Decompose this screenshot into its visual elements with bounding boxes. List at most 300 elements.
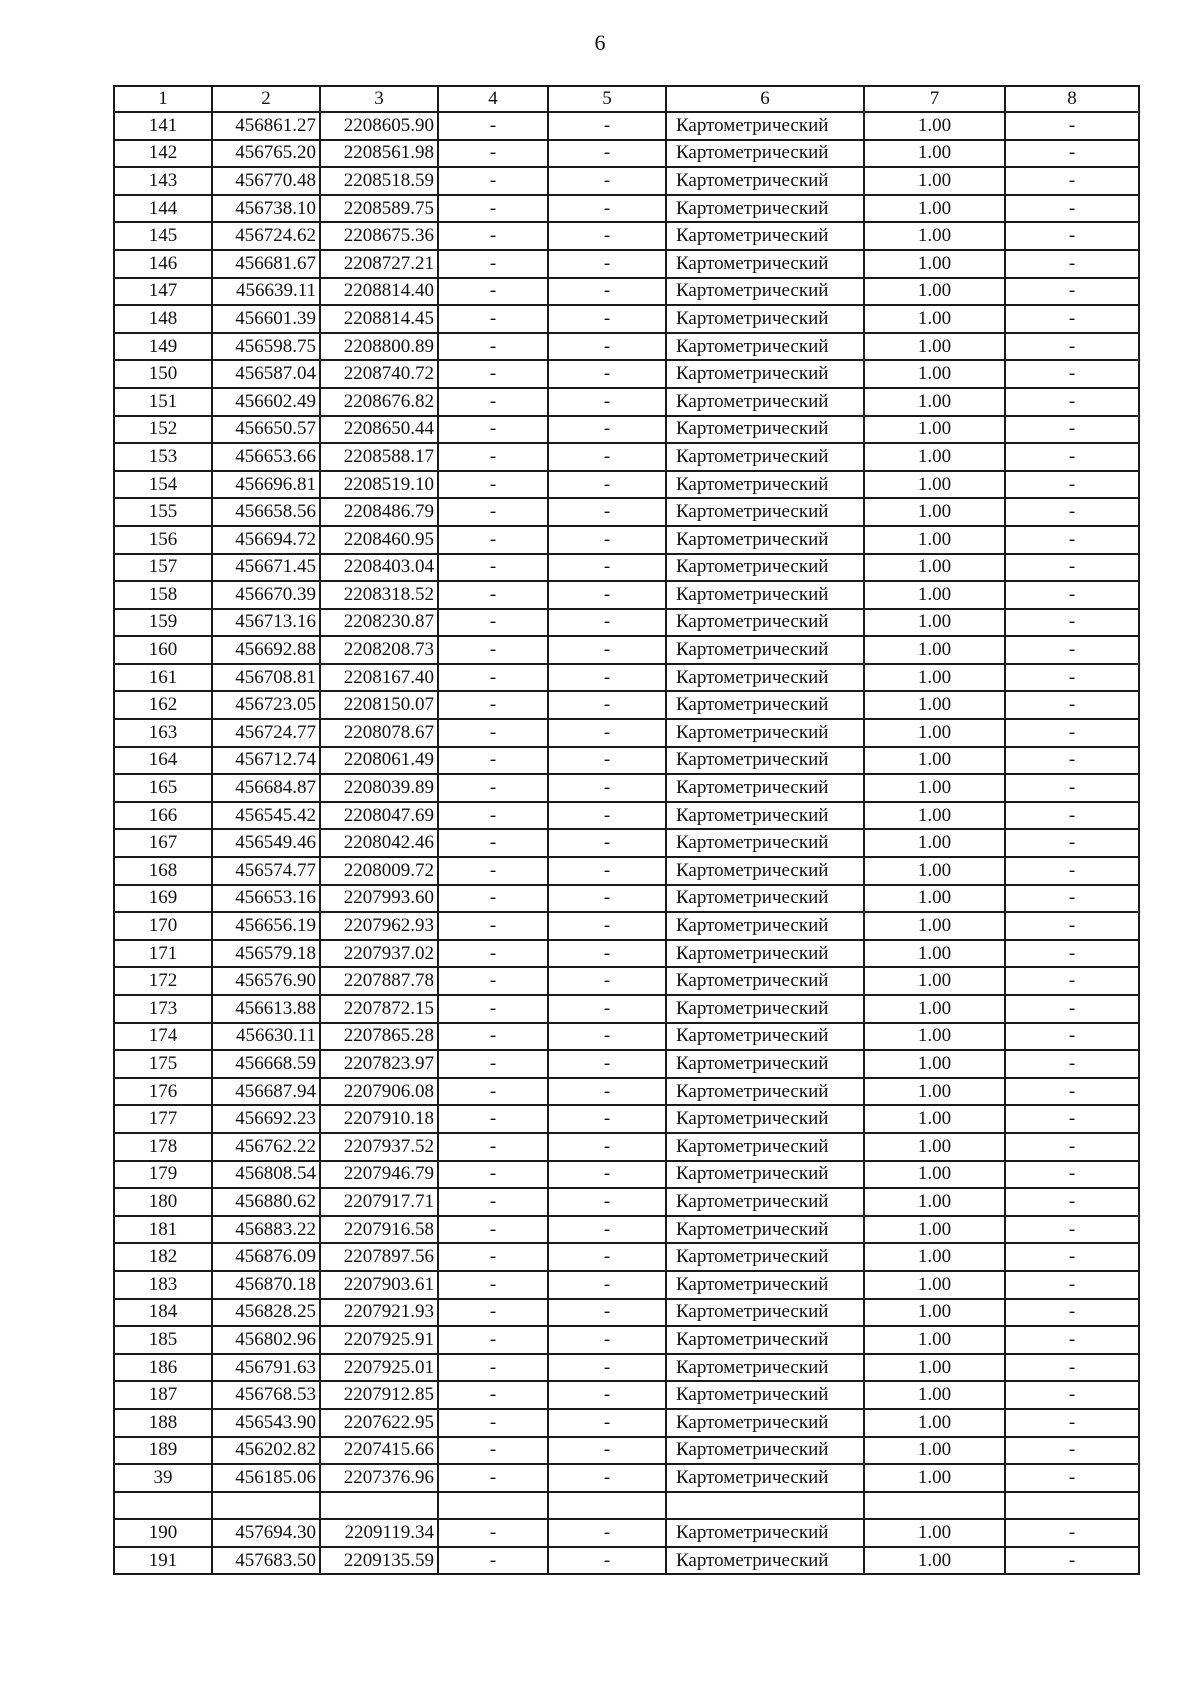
table-row [114,498,1139,526]
col-4-cell: - [438,1105,548,1133]
y-coordinate-cell: 2207925.91 [320,1326,438,1354]
x-coordinate-cell: 456861.27 [212,112,320,140]
method-cell: Картометрический [666,1464,864,1492]
y-coordinate-cell: 2209135.59 [320,1547,438,1575]
y-coordinate-cell: 2208061.49 [320,747,438,775]
col-4-cell: - [438,885,548,913]
col-5-cell: - [548,498,666,526]
point-number-cell: 142 [114,140,212,168]
y-coordinate-cell: 2207962.93 [320,912,438,940]
method-cell: Картометрический [666,250,864,278]
table-row [114,1050,1139,1078]
table-body [114,112,1139,1574]
x-coordinate-cell: 456692.23 [212,1105,320,1133]
y-coordinate-cell: 2207910.18 [320,1105,438,1133]
y-coordinate-cell: 2208800.89 [320,333,438,361]
col-4-cell: - [438,719,548,747]
table-row [114,885,1139,913]
method-cell: Картометрический [666,719,864,747]
col-5-cell: - [548,1050,666,1078]
col-4-cell: - [438,222,548,250]
table-row [114,305,1139,333]
col-8-cell: - [1005,471,1139,499]
x-coordinate-cell: 456670.39 [212,581,320,609]
x-coordinate-cell: 456639.11 [212,278,320,306]
col-4-cell: - [438,1023,548,1051]
table-row [114,691,1139,719]
method-cell: Картометрический [666,967,864,995]
table-row [114,360,1139,388]
point-number-cell: 152 [114,416,212,444]
method-cell: Картометрический [666,167,864,195]
y-coordinate-cell: 2208486.79 [320,498,438,526]
col-5-cell: - [548,1133,666,1161]
col-5-cell: - [548,140,666,168]
accuracy-cell: 1.00 [864,1299,1005,1327]
method-cell: Картометрический [666,1271,864,1299]
y-coordinate-cell: 2208589.75 [320,195,438,223]
y-coordinate-cell: 2208403.04 [320,554,438,582]
table-row [114,1381,1139,1409]
col-4-cell: - [438,940,548,968]
y-coordinate-cell: 2207865.28 [320,1023,438,1051]
y-coordinate-cell: 2207921.93 [320,1299,438,1327]
x-coordinate-cell: 456681.67 [212,250,320,278]
table-row [114,388,1139,416]
col-5-cell: - [548,636,666,664]
header-col-4: 4 [438,86,548,112]
y-coordinate-cell: 2207872.15 [320,995,438,1023]
col-4-cell: - [438,1519,548,1547]
x-coordinate-cell: 457683.50 [212,1547,320,1575]
col-8-cell: - [1005,1133,1139,1161]
col-5-cell: - [548,250,666,278]
x-coordinate-cell: 456549.46 [212,829,320,857]
col-4-cell: - [438,195,548,223]
table-row [114,829,1139,857]
method-cell [666,1492,864,1520]
y-coordinate-cell: 2208039.89 [320,774,438,802]
x-coordinate-cell: 456713.16 [212,609,320,637]
col-8-cell: - [1005,1271,1139,1299]
coordinates-table [113,85,1140,1575]
point-number-cell: 167 [114,829,212,857]
col-4-cell: - [438,829,548,857]
point-number-cell: 155 [114,498,212,526]
table-row [114,609,1139,637]
point-number-cell: 157 [114,554,212,582]
accuracy-cell: 1.00 [864,1243,1005,1271]
method-cell: Картометрический [666,609,864,637]
table-row [114,1464,1139,1492]
table-row [114,1078,1139,1106]
col-8-cell: - [1005,1161,1139,1189]
col-5-cell: - [548,1216,666,1244]
col-4-cell: - [438,1050,548,1078]
accuracy-cell: 1.00 [864,691,1005,719]
accuracy-cell: 1.00 [864,1105,1005,1133]
col-4-cell: - [438,471,548,499]
table-row [114,471,1139,499]
col-8-cell: - [1005,112,1139,140]
accuracy-cell: 1.00 [864,829,1005,857]
col-4-cell: - [438,1437,548,1465]
point-number-cell: 174 [114,1023,212,1051]
table-row [114,1243,1139,1271]
point-number-cell: 186 [114,1354,212,1382]
method-cell: Картометрический [666,636,864,664]
col-4-cell: - [438,1243,548,1271]
accuracy-cell [864,1492,1005,1520]
table-row [114,1133,1139,1161]
col-8-cell: - [1005,1023,1139,1051]
y-coordinate-cell: 2207903.61 [320,1271,438,1299]
col-8-cell: - [1005,360,1139,388]
point-number-cell: 170 [114,912,212,940]
y-coordinate-cell: 2207823.97 [320,1050,438,1078]
col-8-cell: - [1005,636,1139,664]
method-cell: Картометрический [666,222,864,250]
table-row [114,636,1139,664]
col-8-cell: - [1005,664,1139,692]
method-cell: Картометрический [666,1133,864,1161]
y-coordinate-cell: 2208047.69 [320,802,438,830]
point-number-cell: 151 [114,388,212,416]
point-number-cell: 183 [114,1271,212,1299]
col-5-cell: - [548,443,666,471]
y-coordinate-cell: 2207415.66 [320,1437,438,1465]
x-coordinate-cell: 456712.74 [212,747,320,775]
table-row [114,278,1139,306]
accuracy-cell: 1.00 [864,1271,1005,1299]
point-number-cell: 150 [114,360,212,388]
x-coordinate-cell: 456656.19 [212,912,320,940]
col-4-cell: - [438,1216,548,1244]
col-4-cell: - [438,1299,548,1327]
point-number-cell: 165 [114,774,212,802]
col-5-cell: - [548,1271,666,1299]
col-8-cell: - [1005,1299,1139,1327]
accuracy-cell: 1.00 [864,747,1005,775]
col-5-cell: - [548,1188,666,1216]
method-cell: Картометрический [666,1299,864,1327]
table-row [114,1409,1139,1437]
y-coordinate-cell: 2207937.52 [320,1133,438,1161]
x-coordinate-cell: 456768.53 [212,1381,320,1409]
col-5-cell: - [548,222,666,250]
header-row [114,86,1139,112]
col-8-cell: - [1005,167,1139,195]
col-5-cell: - [548,388,666,416]
col-4-cell: - [438,967,548,995]
method-cell: Картометрический [666,471,864,499]
table-row [114,774,1139,802]
x-coordinate-cell: 456574.77 [212,857,320,885]
col-5-cell: - [548,1381,666,1409]
x-coordinate-cell: 456802.96 [212,1326,320,1354]
method-cell: Картометрический [666,1188,864,1216]
col-8-cell: - [1005,829,1139,857]
col-5-cell: - [548,1547,666,1575]
col-8-cell: - [1005,388,1139,416]
method-cell: Картометрический [666,1078,864,1106]
point-number-cell: 161 [114,664,212,692]
y-coordinate-cell: 2207906.08 [320,1078,438,1106]
col-8-cell: - [1005,305,1139,333]
accuracy-cell: 1.00 [864,912,1005,940]
col-8-cell: - [1005,1519,1139,1547]
point-number-cell: 191 [114,1547,212,1575]
y-coordinate-cell: 2208650.44 [320,416,438,444]
point-number-cell: 177 [114,1105,212,1133]
table-row [114,995,1139,1023]
method-cell: Картометрический [666,802,864,830]
table-row [114,195,1139,223]
col-8-cell: - [1005,747,1139,775]
method-cell: Картометрический [666,1519,864,1547]
header-col-8: 8 [1005,86,1139,112]
col-5-cell: - [548,664,666,692]
col-8-cell: - [1005,278,1139,306]
y-coordinate-cell: 2207622.95 [320,1409,438,1437]
point-number-cell: 171 [114,940,212,968]
col-4-cell: - [438,581,548,609]
point-number-cell: 156 [114,526,212,554]
y-coordinate-cell: 2208518.59 [320,167,438,195]
accuracy-cell: 1.00 [864,222,1005,250]
method-cell: Картометрический [666,829,864,857]
accuracy-cell: 1.00 [864,1216,1005,1244]
table-row [114,940,1139,968]
method-cell: Картометрический [666,747,864,775]
col-4-cell: - [438,443,548,471]
x-coordinate-cell: 456653.66 [212,443,320,471]
point-number-cell: 176 [114,1078,212,1106]
accuracy-cell: 1.00 [864,416,1005,444]
col-5-cell: - [548,1409,666,1437]
col-5-cell: - [548,1437,666,1465]
table-row [114,443,1139,471]
y-coordinate-cell: 2207925.01 [320,1354,438,1382]
col-8-cell: - [1005,1050,1139,1078]
col-5-cell: - [548,554,666,582]
point-number-cell: 190 [114,1519,212,1547]
accuracy-cell: 1.00 [864,1078,1005,1106]
col-4-cell: - [438,250,548,278]
point-number-cell: 188 [114,1409,212,1437]
col-4-cell: - [438,1078,548,1106]
x-coordinate-cell: 456738.10 [212,195,320,223]
table-row [114,1105,1139,1133]
accuracy-cell: 1.00 [864,1519,1005,1547]
point-number-cell: 185 [114,1326,212,1354]
point-number-cell: 173 [114,995,212,1023]
accuracy-cell: 1.00 [864,1326,1005,1354]
y-coordinate-cell: 2207376.96 [320,1464,438,1492]
accuracy-cell: 1.00 [864,885,1005,913]
accuracy-cell: 1.00 [864,278,1005,306]
col-4-cell: - [438,1409,548,1437]
accuracy-cell: 1.00 [864,1161,1005,1189]
point-number-cell: 180 [114,1188,212,1216]
method-cell: Картометрический [666,333,864,361]
accuracy-cell: 1.00 [864,857,1005,885]
method-cell: Картометрический [666,554,864,582]
accuracy-cell: 1.00 [864,471,1005,499]
col-4-cell: - [438,1326,548,1354]
accuracy-cell: 1.00 [864,774,1005,802]
accuracy-cell: 1.00 [864,664,1005,692]
col-4-cell: - [438,305,548,333]
x-coordinate-cell: 456808.54 [212,1161,320,1189]
col-4-cell: - [438,140,548,168]
y-coordinate-cell: 2208814.45 [320,305,438,333]
col-4-cell: - [438,1354,548,1382]
method-cell: Картометрический [666,526,864,554]
header-col-7: 7 [864,86,1005,112]
x-coordinate-cell: 456653.16 [212,885,320,913]
accuracy-cell: 1.00 [864,940,1005,968]
col-4-cell: - [438,1381,548,1409]
point-number-cell: 153 [114,443,212,471]
col-5-cell: - [548,995,666,1023]
table-row [114,1437,1139,1465]
y-coordinate-cell: 2208042.46 [320,829,438,857]
x-coordinate-cell: 456828.25 [212,1299,320,1327]
point-number-cell: 162 [114,691,212,719]
col-8-cell: - [1005,195,1139,223]
x-coordinate-cell: 456687.94 [212,1078,320,1106]
header-col-2: 2 [212,86,320,112]
accuracy-cell: 1.00 [864,112,1005,140]
accuracy-cell: 1.00 [864,195,1005,223]
col-8-cell: - [1005,609,1139,637]
point-number-cell: 144 [114,195,212,223]
point-number-cell: 189 [114,1437,212,1465]
col-8-cell: - [1005,857,1139,885]
accuracy-cell: 1.00 [864,360,1005,388]
accuracy-cell: 1.00 [864,1050,1005,1078]
accuracy-cell: 1.00 [864,1409,1005,1437]
col-5-cell: - [548,1464,666,1492]
col-5-cell: - [548,609,666,637]
table-row [114,1023,1139,1051]
table-row [114,1519,1139,1547]
table-row [114,1299,1139,1327]
point-number-cell: 143 [114,167,212,195]
method-cell: Картометрический [666,940,864,968]
col-8-cell: - [1005,691,1139,719]
y-coordinate-cell: 2208208.73 [320,636,438,664]
y-coordinate-cell: 2208727.21 [320,250,438,278]
col-5-cell: - [548,1299,666,1327]
col-5-cell: - [548,912,666,940]
table-row [114,967,1139,995]
accuracy-cell: 1.00 [864,967,1005,995]
table-row [114,554,1139,582]
col-5-cell: - [548,719,666,747]
col-5-cell: - [548,885,666,913]
col-4-cell: - [438,912,548,940]
table-row [114,526,1139,554]
table-row [114,112,1139,140]
col-4-cell: - [438,416,548,444]
point-number-cell: 160 [114,636,212,664]
method-cell: Картометрический [666,1409,864,1437]
accuracy-cell: 1.00 [864,333,1005,361]
col-5-cell: - [548,471,666,499]
method-cell: Картометрический [666,140,864,168]
table-row [114,802,1139,830]
x-coordinate-cell: 457694.30 [212,1519,320,1547]
y-coordinate-cell: 2208588.17 [320,443,438,471]
col-8-cell: - [1005,1188,1139,1216]
y-coordinate-cell: 2208675.36 [320,222,438,250]
point-number-cell: 172 [114,967,212,995]
accuracy-cell: 1.00 [864,802,1005,830]
x-coordinate-cell: 456671.45 [212,554,320,582]
y-coordinate-cell: 2208078.67 [320,719,438,747]
col-5-cell: - [548,360,666,388]
col-8-cell: - [1005,443,1139,471]
y-coordinate-cell: 2207917.71 [320,1188,438,1216]
method-cell: Картометрический [666,1437,864,1465]
table-row [114,747,1139,775]
accuracy-cell: 1.00 [864,1381,1005,1409]
col-8-cell: - [1005,802,1139,830]
col-8-cell [1005,1492,1139,1520]
col-5-cell: - [548,112,666,140]
col-8-cell: - [1005,1464,1139,1492]
accuracy-cell: 1.00 [864,1464,1005,1492]
x-coordinate-cell: 456694.72 [212,526,320,554]
table-row [114,719,1139,747]
method-cell: Картометрический [666,995,864,1023]
point-number-cell: 168 [114,857,212,885]
col-5-cell: - [548,1519,666,1547]
y-coordinate-cell: 2208814.40 [320,278,438,306]
page-number: 6 [594,30,606,55]
accuracy-cell: 1.00 [864,609,1005,637]
point-number-cell: 175 [114,1050,212,1078]
point-number-cell: 178 [114,1133,212,1161]
col-4-cell: - [438,278,548,306]
col-5-cell: - [548,1354,666,1382]
y-coordinate-cell: 2207937.02 [320,940,438,968]
point-number-cell: 187 [114,1381,212,1409]
table-header [114,86,1139,112]
method-cell: Картометрический [666,581,864,609]
method-cell: Картометрический [666,498,864,526]
col-4-cell: - [438,1547,548,1575]
y-coordinate-cell: 2208230.87 [320,609,438,637]
x-coordinate-cell: 456579.18 [212,940,320,968]
accuracy-cell: 1.00 [864,140,1005,168]
x-coordinate-cell: 456708.81 [212,664,320,692]
col-5-cell: - [548,526,666,554]
accuracy-cell: 1.00 [864,526,1005,554]
table-row [114,664,1139,692]
accuracy-cell: 1.00 [864,636,1005,664]
col-4-cell: - [438,609,548,637]
y-coordinate-cell: 2208605.90 [320,112,438,140]
header-col-6: 6 [666,86,864,112]
col-5-cell: - [548,1243,666,1271]
table-row [114,857,1139,885]
col-8-cell: - [1005,1547,1139,1575]
col-5-cell: - [548,167,666,195]
col-5-cell: - [548,305,666,333]
